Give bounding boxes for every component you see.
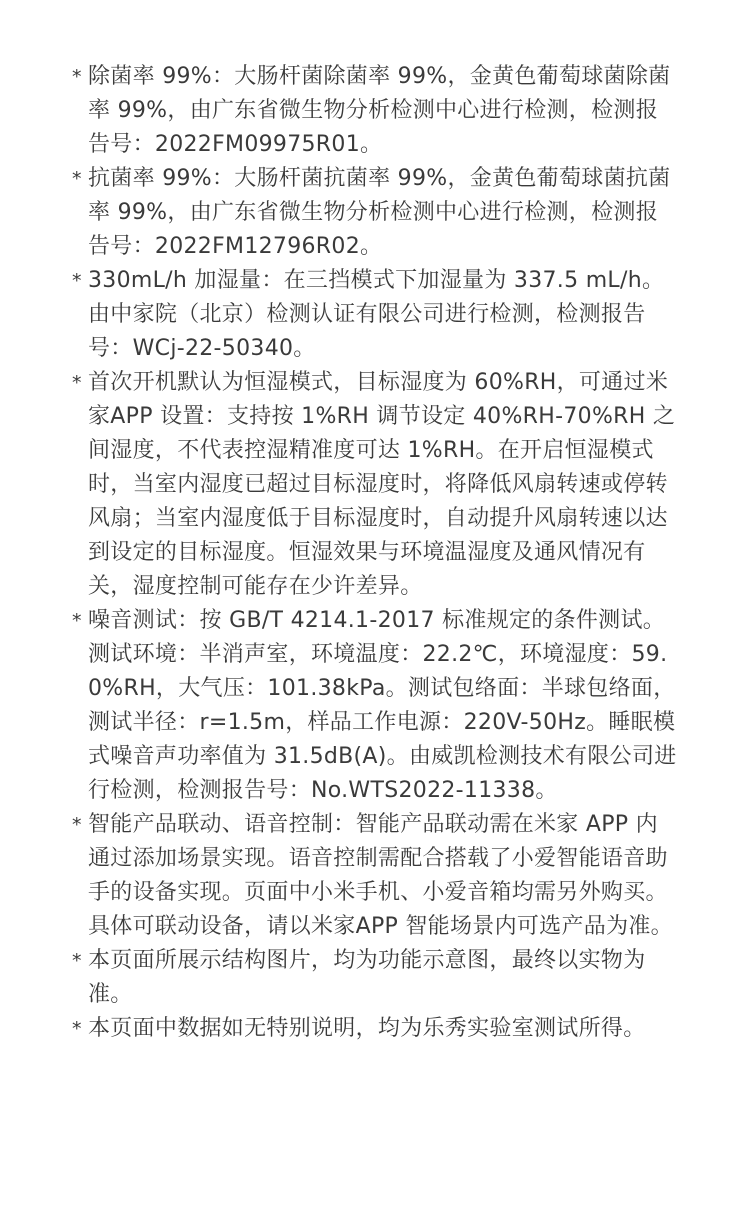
footnote-marker: *: [72, 1018, 82, 1040]
footnote-marker: *: [72, 168, 82, 190]
footnote-smart-linkage: [72, 808, 680, 944]
footnote-marker: *: [72, 270, 82, 292]
footnote-text: 330mL/h 加湿量：在三挡模式下加湿量为 337.5 mL/h。由中家院（北京）检测认证有限公司进行检测，检测报告号：WCj-22-50340。: [88, 268, 665, 361]
footnote-marker: *: [72, 610, 82, 632]
footnote-illustration: [72, 944, 680, 1012]
footnote-text: 抗菌率 99%：大肠杆菌抗菌率 99%，金黄色葡萄球菌抗菌率 99%，由广东省微生物分析检测中心进行检测，检测报告号：2022FM12796R02。: [88, 166, 671, 259]
footnote-antibacterial-rate: [72, 162, 680, 264]
footnote-marker: *: [72, 814, 82, 836]
footnote-antibacterial-removal: [72, 60, 680, 162]
footnote-lab-data: [72, 1012, 680, 1046]
footnote-humidification: [72, 264, 680, 366]
footnote-text: 本页面中数据如无特别说明，均为乐秀实验室测试所得。: [88, 1016, 646, 1041]
footnote-text: 噪音测试：按 GB/T 4214.1-2017 标准规定的条件测试。测试环境：半消声室，环境温度：22.2℃，环境湿度：59.0%RH，大气压：101.38kPa。测试包络面：半球包络面，测试半径：r=1.5m，样品工作电源：220V-50Hz。睡眠模式噪音声功率值为 31.5dB(A)。由威凯检测技术有限公司进行检测，检测报告号：No.WTS2022-11338。: [88, 608, 677, 803]
footnote-noise-test: [72, 604, 680, 808]
footnote-text: 除菌率 99%：大肠杆菌除菌率 99%，金黄色葡萄球菌除菌率 99%，由广东省微生物分析检测中心进行检测，检测报告号：2022FM09975R01。: [88, 64, 671, 157]
footnote-marker: *: [72, 66, 82, 88]
footnote-constant-humidity: [72, 366, 680, 604]
footnote-list: [72, 60, 680, 1046]
footnote-text: 本页面所展示结构图片，均为功能示意图，最终以实物为准。: [88, 948, 646, 1007]
footnote-marker: *: [72, 950, 82, 972]
footnote-text: 首次开机默认为恒湿模式，目标湿度为 60%RH，可通过米家APP 设置：支持按 1%RH 调节设定 40%RH-70%RH 之间湿度，不代表控湿精准度可达 1%RH。在开启恒湿模式时，当室内湿度已超过目标湿度时，将降低风扇转速或停转风扇；当室内湿度低于目标湿度时，自动提升风扇转速以达到设定的目标湿度。恒湿效果与环境温湿度及通风情况有关，湿度控制可能存在少许差异。: [88, 370, 676, 599]
footnote-text: 智能产品联动、语音控制：智能产品联动需在米家 APP 内通过添加场景实现。语音控制需配合搭载了小爱智能语音助手的设备实现。页面中小米手机、小爱音箱均需另外购买。具体可联动设备，请以米家APP 智能场景内可选产品为准。: [88, 812, 673, 939]
footnote-marker: *: [72, 372, 82, 394]
